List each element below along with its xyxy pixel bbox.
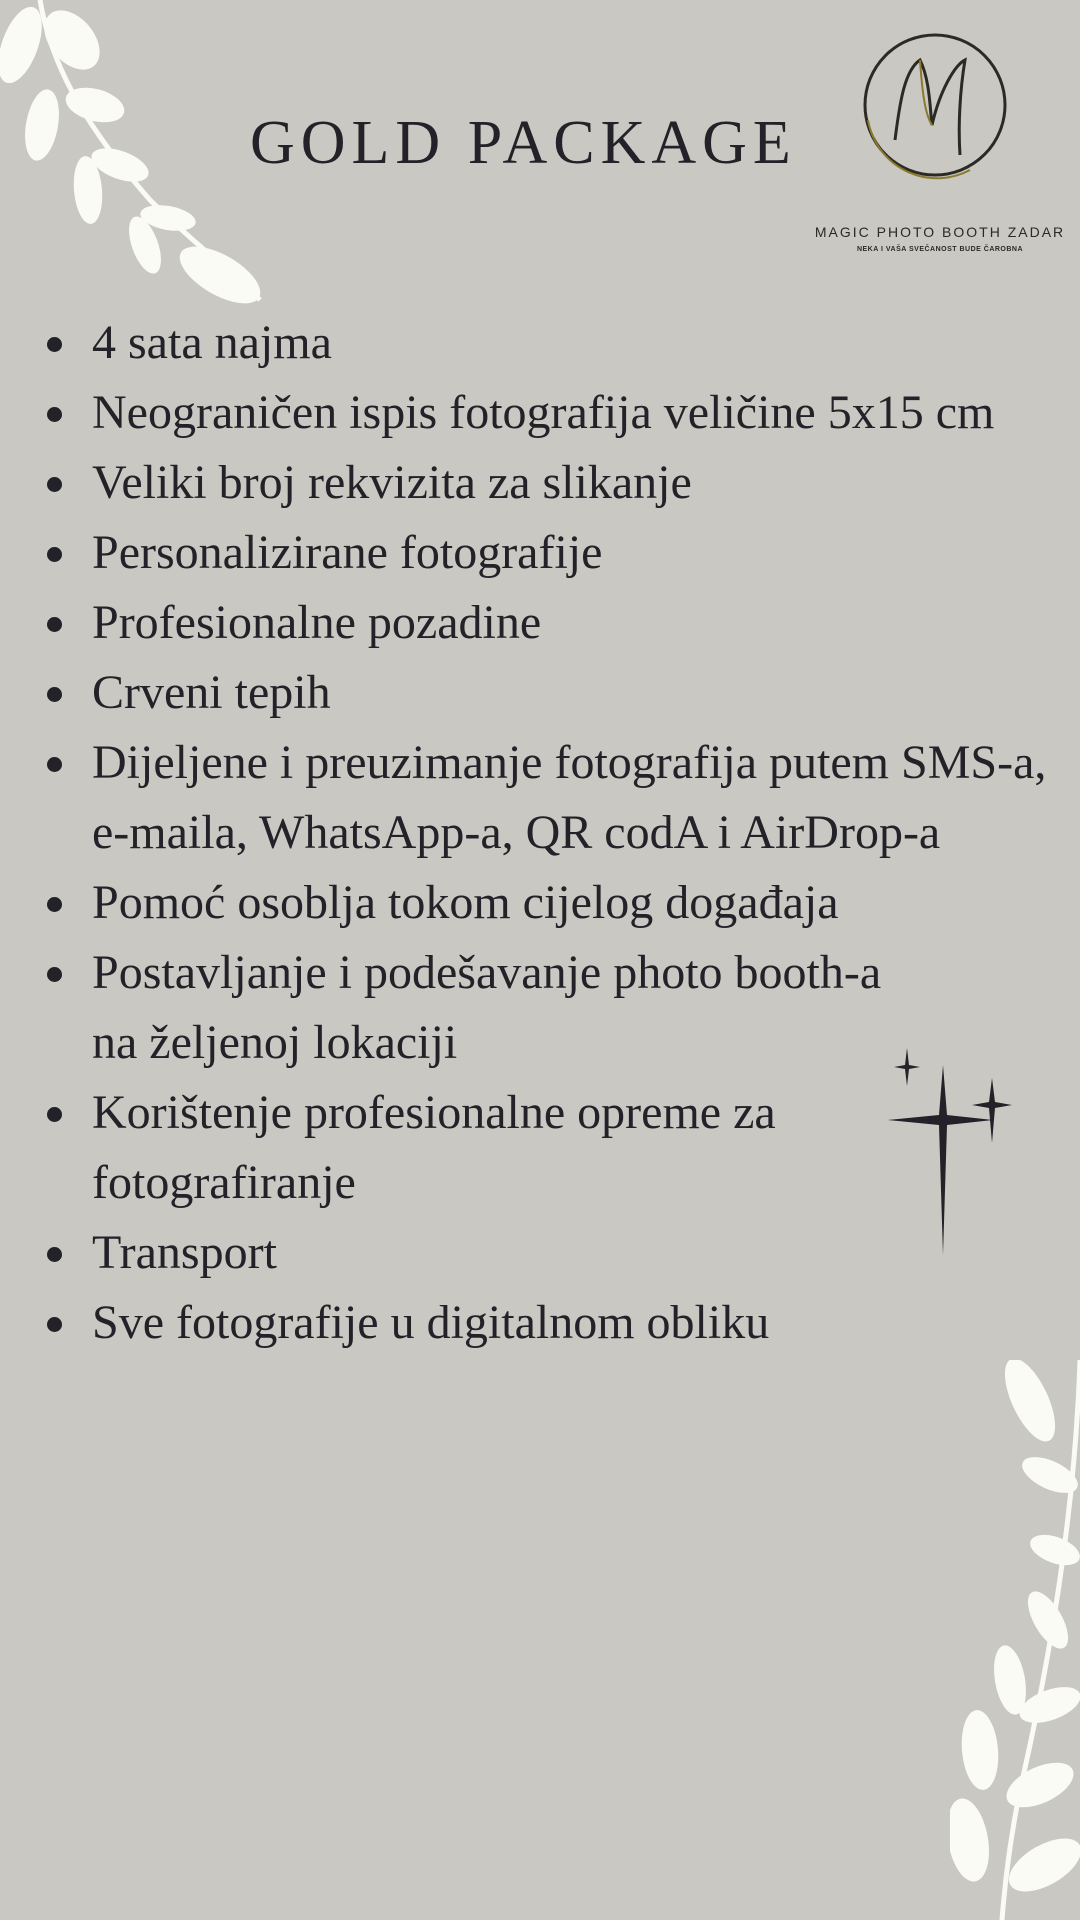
- list-item: Postavljanje i podešavanje photo booth-a na željenoj lokaciji: [42, 938, 912, 1078]
- list-item: Profesionalne pozadine: [42, 588, 1072, 658]
- leaf-branch-icon: [950, 1360, 1080, 1920]
- list-item: 4 sata najma: [42, 308, 1072, 378]
- list-item: Neograničen ispis fotografija veličine 5x15 cm: [42, 378, 1072, 448]
- list-item: Crveni tepih: [42, 658, 1072, 728]
- list-item: Sve fotografije u digitalnom obliku: [42, 1288, 1072, 1358]
- logo-tagline: NEKA I VAŠA SVEČANOST BUDE ČAROBNA: [856, 246, 1024, 253]
- list-item: Personalizirane fotografije: [42, 518, 1072, 588]
- logo-name: MAGIC PHOTO BOOTH ZADAR: [814, 224, 1066, 240]
- sparkle-icon: [880, 1040, 1030, 1260]
- page-title: GOLD PACKAGE: [250, 109, 797, 177]
- monogram-logo: [860, 30, 1010, 180]
- brand-logo: [800, 28, 1080, 253]
- list-item: Pomoć osoblja tokom cijelog događaja: [42, 868, 1072, 938]
- list-item: Transport: [42, 1218, 1072, 1288]
- list-item: Veliki broj rekvizita za slikanje: [42, 448, 1072, 518]
- leaf-branch-icon: [0, 0, 280, 320]
- list-item: Korištenje profesionalne opreme za fotografiranje: [42, 1078, 912, 1218]
- list-item: Dijeljene i preuzimanje fotografija putem SMS-a, e-maila, WhatsApp-a, QR codA i AirDrop-a: [42, 728, 1072, 868]
